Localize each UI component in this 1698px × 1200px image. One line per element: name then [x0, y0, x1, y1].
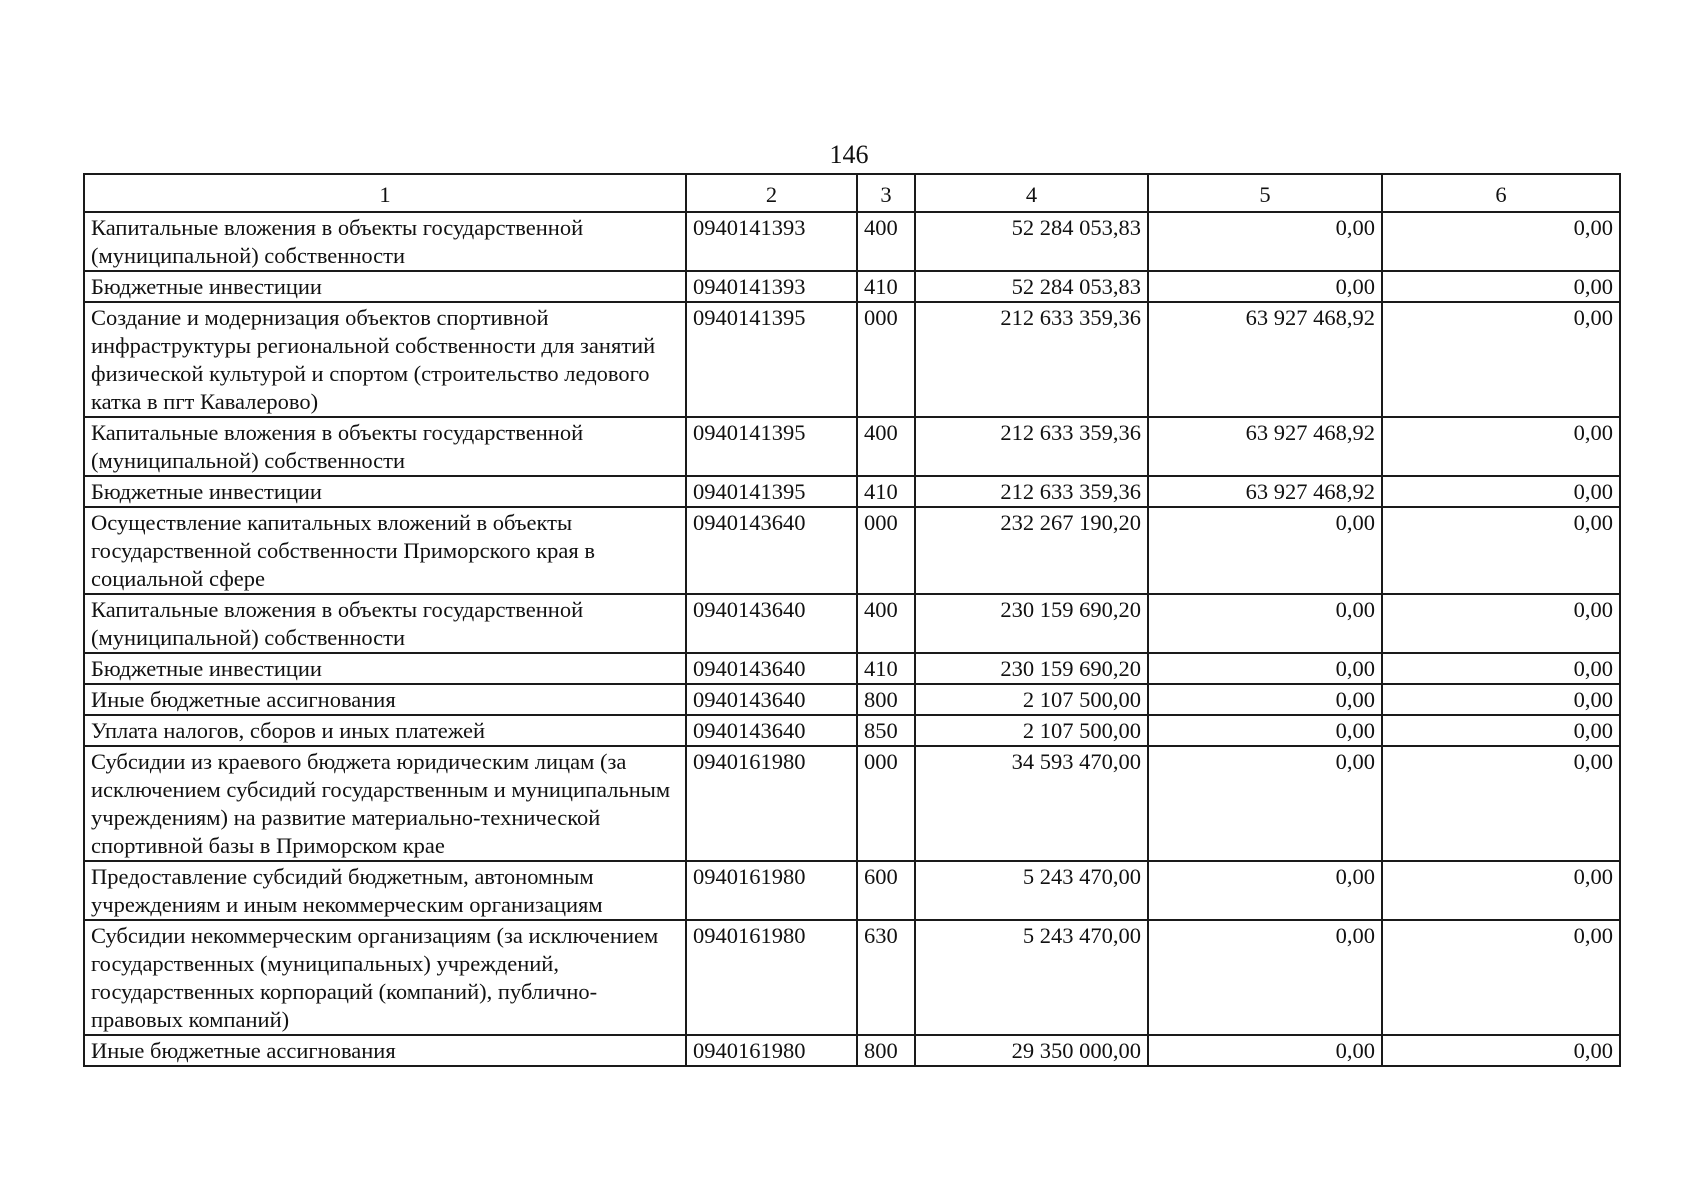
row-amount-col6: 0,00 [1382, 746, 1620, 861]
row-description: Капитальные вложения в объекты государственной (муниципальной) собственности [84, 212, 686, 271]
row-description: Создание и модернизация объектов спортивной инфраструктуры региональной собственности для занятий физической культурой и спортом (строительство ледового катка в пгт Кавалерово) [84, 302, 686, 417]
row-amount-col6: 0,00 [1382, 302, 1620, 417]
table-row [84, 653, 1620, 684]
row-amount-col5: 63 927 468,92 [1148, 476, 1382, 507]
row-description: Бюджетные инвестиции [84, 476, 686, 507]
row-target-code: 0940141395 [686, 302, 857, 417]
row-amount-col6: 0,00 [1382, 653, 1620, 684]
row-amount-col6: 0,00 [1382, 476, 1620, 507]
column-header: 6 [1382, 174, 1620, 212]
row-amount-col4: 52 284 053,83 [915, 212, 1148, 271]
table-row [84, 476, 1620, 507]
row-expense-type: 410 [857, 653, 915, 684]
table-header-row [84, 174, 1620, 212]
row-target-code: 0940141395 [686, 417, 857, 476]
row-description: Предоставление субсидий бюджетным, автономным учреждениям и иным некоммерческим организациям [84, 861, 686, 920]
row-amount-col6: 0,00 [1382, 1035, 1620, 1066]
table-row [84, 684, 1620, 715]
table-row [84, 302, 1620, 417]
row-expense-type: 000 [857, 746, 915, 861]
page-number: 146 [829, 140, 869, 169]
column-header: 2 [686, 174, 857, 212]
row-amount-col5: 63 927 468,92 [1148, 417, 1382, 476]
row-amount-col4: 230 159 690,20 [915, 594, 1148, 653]
row-target-code: 0940143640 [686, 715, 857, 746]
row-target-code: 0940161980 [686, 861, 857, 920]
row-amount-col6: 0,00 [1382, 271, 1620, 302]
column-header: 5 [1148, 174, 1382, 212]
row-amount-col4: 5 243 470,00 [915, 861, 1148, 920]
row-amount-col5: 0,00 [1148, 746, 1382, 861]
row-expense-type: 000 [857, 302, 915, 417]
row-description: Субсидии из краевого бюджета юридическим лицам (за исключением субсидий государственным и муниципальным учреждениям) на развитие материально-технической спортивной базы в Приморском крае [84, 746, 686, 861]
row-amount-col4: 232 267 190,20 [915, 507, 1148, 594]
table-row [84, 746, 1620, 861]
row-amount-col6: 0,00 [1382, 715, 1620, 746]
row-description: Осуществление капитальных вложений в объекты государственной собственности Приморского края в социальной сфере [84, 507, 686, 594]
row-description: Иные бюджетные ассигнования [84, 1035, 686, 1066]
row-amount-col5: 0,00 [1148, 861, 1382, 920]
row-amount-col4: 212 633 359,36 [915, 302, 1148, 417]
row-target-code: 0940161980 [686, 1035, 857, 1066]
row-amount-col6: 0,00 [1382, 920, 1620, 1035]
table-row [84, 920, 1620, 1035]
row-expense-type: 800 [857, 1035, 915, 1066]
row-description: Капитальные вложения в объекты государственной (муниципальной) собственности [84, 417, 686, 476]
row-amount-col6: 0,00 [1382, 212, 1620, 271]
row-amount-col4: 2 107 500,00 [915, 715, 1148, 746]
row-amount-col4: 5 243 470,00 [915, 920, 1148, 1035]
row-expense-type: 630 [857, 920, 915, 1035]
row-target-code: 0940143640 [686, 653, 857, 684]
row-amount-col4: 34 593 470,00 [915, 746, 1148, 861]
row-amount-col4: 212 633 359,36 [915, 417, 1148, 476]
row-amount-col6: 0,00 [1382, 861, 1620, 920]
table-row [84, 861, 1620, 920]
row-amount-col4: 230 159 690,20 [915, 653, 1148, 684]
row-amount-col5: 0,00 [1148, 920, 1382, 1035]
row-amount-col5: 0,00 [1148, 715, 1382, 746]
table-row [84, 715, 1620, 746]
row-expense-type: 850 [857, 715, 915, 746]
row-target-code: 0940141395 [686, 476, 857, 507]
row-expense-type: 410 [857, 271, 915, 302]
row-amount-col6: 0,00 [1382, 594, 1620, 653]
row-amount-col4: 2 107 500,00 [915, 684, 1148, 715]
row-amount-col5: 0,00 [1148, 1035, 1382, 1066]
row-amount-col5: 0,00 [1148, 684, 1382, 715]
table-row [84, 1035, 1620, 1066]
row-amount-col5: 0,00 [1148, 212, 1382, 271]
table-row [84, 507, 1620, 594]
row-amount-col4: 52 284 053,83 [915, 271, 1148, 302]
row-amount-col6: 0,00 [1382, 507, 1620, 594]
row-description: Бюджетные инвестиции [84, 271, 686, 302]
row-amount-col5: 0,00 [1148, 271, 1382, 302]
row-expense-type: 400 [857, 212, 915, 271]
row-expense-type: 410 [857, 476, 915, 507]
row-expense-type: 600 [857, 861, 915, 920]
row-description: Иные бюджетные ассигнования [84, 684, 686, 715]
row-amount-col4: 29 350 000,00 [915, 1035, 1148, 1066]
column-header: 4 [915, 174, 1148, 212]
row-target-code: 0940161980 [686, 746, 857, 861]
row-expense-type: 800 [857, 684, 915, 715]
table-row [84, 417, 1620, 476]
row-target-code: 0940161980 [686, 920, 857, 1035]
row-expense-type: 400 [857, 594, 915, 653]
row-target-code: 0940143640 [686, 507, 857, 594]
row-amount-col6: 0,00 [1382, 684, 1620, 715]
column-header: 3 [857, 174, 915, 212]
row-amount-col5: 0,00 [1148, 507, 1382, 594]
row-amount-col5: 63 927 468,92 [1148, 302, 1382, 417]
row-amount-col5: 0,00 [1148, 594, 1382, 653]
table-row [84, 212, 1620, 271]
row-description: Субсидии некоммерческим организациям (за исключением государственных (муниципальных) учреждений, государственных корпораций (компаний), публично-правовых компаний) [84, 920, 686, 1035]
table-row [84, 271, 1620, 302]
budget-table [83, 173, 1621, 1067]
row-amount-col4: 212 633 359,36 [915, 476, 1148, 507]
row-amount-col6: 0,00 [1382, 417, 1620, 476]
row-description: Уплата налогов, сборов и иных платежей [84, 715, 686, 746]
row-expense-type: 400 [857, 417, 915, 476]
row-target-code: 0940143640 [686, 684, 857, 715]
table-row [84, 594, 1620, 653]
row-target-code: 0940141393 [686, 212, 857, 271]
row-expense-type: 000 [857, 507, 915, 594]
row-description: Бюджетные инвестиции [84, 653, 686, 684]
row-target-code: 0940143640 [686, 594, 857, 653]
row-amount-col5: 0,00 [1148, 653, 1382, 684]
row-description: Капитальные вложения в объекты государственной (муниципальной) собственности [84, 594, 686, 653]
row-target-code: 0940141393 [686, 271, 857, 302]
column-header: 1 [84, 174, 686, 212]
